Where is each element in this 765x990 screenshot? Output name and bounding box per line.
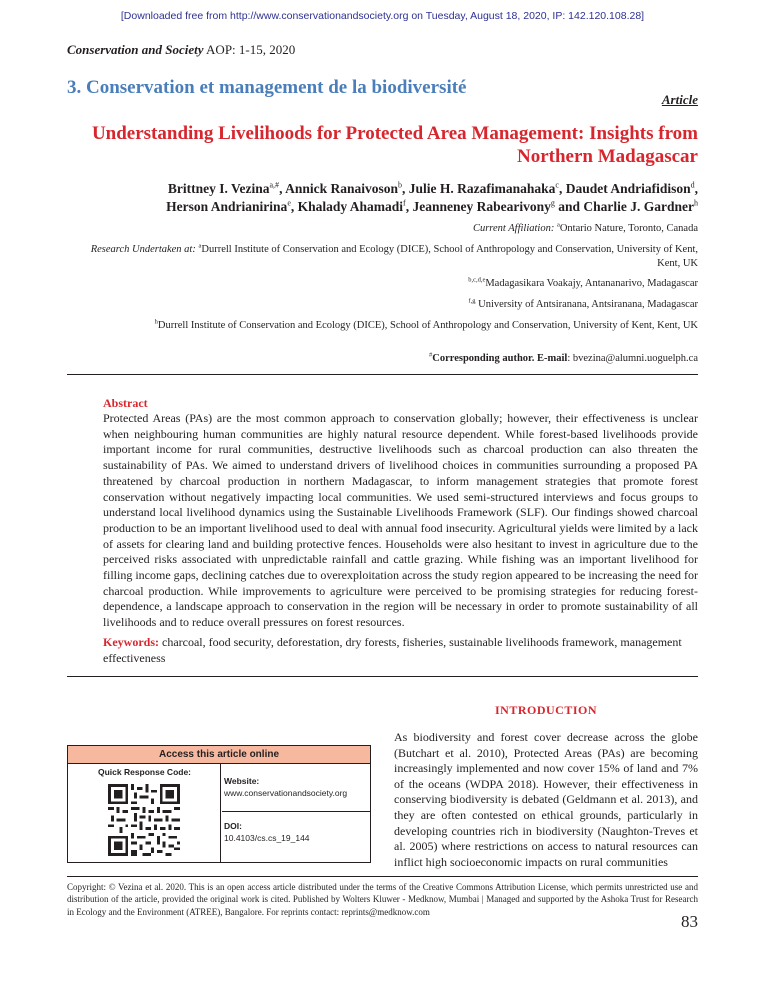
download-note: [Downloaded free from http://www.conservationandsociety.org on Tuesday, August 18, 2020, IP: 142.120.108.28] [120,10,645,22]
author-name: Jeanneney Rabearivony [412,199,551,214]
qr-label: Quick Response Code: [97,767,192,777]
website-cell [222,764,370,812]
divider [67,676,698,677]
journal-name: Conservation and Society [67,42,204,57]
affiliation-text: University of Antsiranana, Antsiranana, Madagascar [475,299,698,310]
author-sep: and [554,199,584,214]
author-name: Daudet Andriafidison [565,181,691,196]
affiliation-antsiranana [67,298,698,312]
corresponding-author [67,352,698,366]
corresp-email[interactable]: : bvezina@alumni.uoguelph.ca [567,353,698,364]
doi-value[interactable]: 10.4103/cs.cs_19_144 [224,833,310,843]
author-name: Annick Ranaivoson [285,181,398,196]
affiliation-text: Durrell Institute of Conservation and Ecology (DICE), School of Anthropology and Conservation, University of Kent, Kent, UK [157,320,698,331]
affil-mark: f,g [468,297,476,305]
current-affiliation-label: Current Affiliation [472,223,551,234]
affil-mark: b,c,d,e [468,276,486,284]
author-affil-mark: h [694,198,698,208]
author-line-2 [67,198,698,216]
author-name: Khalady Ahamadi [297,199,404,214]
author-name: Brittney I. Vezina [167,181,270,196]
qr-code-icon[interactable] [108,784,180,856]
author-name: Julie H. Razafimanahaka [408,181,556,196]
author-affil-mark: g [550,198,555,208]
author-sep: , [558,181,566,196]
abstract-body: Protected Areas (PAs) are the most common approach to conservation globally; however, their effectiveness is unclear when neighbouring human communities are highly natural resource dependent. While forest-based livelihoods provide important income for rural communities, destructive livelihoods such as charcoal production can also threaten the sustainability of PAs. We aimed to understand drivers of livelihood choices in communities surrounding a proposed PA threatened by charcoal production in northern Madagascar, to inform management strategies that promote forest conservation without negatively impacting local communities. We used semi-structured interviews and focus groups to understand local livelihood dynamics using the Sustainable Livelihoods Framework (SLF). Our findings showed charcoal production to be an important livelihood used to deal with annual food insecurity. Agricultural yields were limited by a lack of assets for clearing land and building protective fences. Households were also hesitant to invest in agriculture due to the perceived risks associated with unpredictable rainfall and cattle grazing. While fishing was an important livelihood for filling income gaps, declining catches due to overexploitation across the study region appeared to be increasing the need for charcoal production. While improvements to agriculture were perceived to be promising strategies for reducing forest-dependence, a landscape approach to conservation in the region will be necessary in order to promote sustainability of all livelihoods and to reduce overall pressures on forest resources. [103,411,698,630]
journal-citation [67,42,295,58]
journal-pages: AOP: 1-15, 2020 [203,42,296,57]
footer-divider [67,876,698,877]
current-affiliation: Current Affiliation: $^a$Ontario Nature, Toronto, Canada [472,221,698,234]
author-sep: , [405,199,413,214]
current-affiliation-text: Ontario Nature, Toronto, Canada [559,223,698,234]
author-affil-mark: b [398,180,402,190]
website-label: Website: [224,776,260,786]
affil-mark: h [154,318,158,326]
copyright-notice: Copyright: © Vezina et al. 2020. This is an open access article distributed under the terms of the Creative Commons Attribution License, which permits unrestricted use and distribution of the article, provided the original work is cited. Published by Wolters Kluwer - Medknow, Mumbai | Managed and supported by the Ashoka Trust for Research in Ecology and the Environment (ATREE), Bangalore. For reprints contact: reprints@medknow.com [67,882,698,917]
article-type-label: Article [661,92,698,107]
website-link[interactable]: www.conservationandsociety.org [224,788,348,798]
research-affiliation [67,243,698,271]
article-title: Understanding Livelihoods for Protected Area Management: Insights from Northern Madagascar [91,123,698,167]
access-info-cell [222,764,370,862]
author-line-1 [67,180,698,198]
author-affil-mark: d [690,180,695,190]
affiliation-text: Madagasikara Voakajy, Antananarivo, Madagascar [485,278,698,289]
page-number: 83 [681,912,698,931]
author-affil-mark: c [555,180,559,190]
author-sep: , [402,181,409,196]
author-affil-mark: f [403,198,406,208]
divider [67,374,698,375]
section-heading: 3. Conservation et management de la biodiversité [67,77,467,98]
research-affiliation-text: Durrell Institute of Conservation and Ecology (DICE), School of Anthropology and Conservation, University of Kent, Kent, UK [201,244,698,269]
keywords [103,634,698,666]
affiliation-madagasikara [67,277,698,291]
author-sep: , [290,199,298,214]
qr-cell [68,764,221,862]
doi-cell [222,812,370,843]
doi-label: DOI: [224,821,242,831]
author-sep: , [694,181,698,196]
introduction-heading: INTRODUCTION [494,703,597,717]
corresp-label: Corresponding author. E-mail [432,353,568,364]
keywords-label: Keywords: [103,635,159,649]
access-box-heading: Access this article online [68,746,370,764]
introduction-body: As biodiversity and forest cover decrease across the globe (Butchart et al. 2010), Protected Areas (PAs) are becoming increasingly implemented and now cover 15% of land and 7% of the oceans (WDPA 2018). However, their effectiveness in conserving biodiversity is debated (Geldmann et al. 2013), and they are often contested on ethical grounds, particularly in developing countries rich in biodiversity (Naughton-Treves et al. 2005) where restrictions on access to natural resources can inflict high socioeconomic impacts on rural communities [394,730,698,869]
author-list [67,180,698,216]
access-article-box [67,745,371,863]
affiliation-dice [67,319,698,333]
author-sep: , [279,181,286,196]
affil-mark: a [198,242,202,250]
affil-mark: a [556,221,560,229]
author-affil-mark: e [287,198,291,208]
keywords-text: charcoal, food security, deforestation, dry forests, fisheries, sustainable livelihoods framework, management effectiveness [103,635,682,665]
author-name: Herson Andrianirina [166,199,288,214]
abstract-heading: Abstract [103,396,148,410]
author-name: Charlie J. Gardner [583,199,694,214]
corresp-mark: # [429,351,433,359]
research-label: Research Undertaken at: [90,244,199,255]
author-affil-mark: a,# [269,180,280,190]
